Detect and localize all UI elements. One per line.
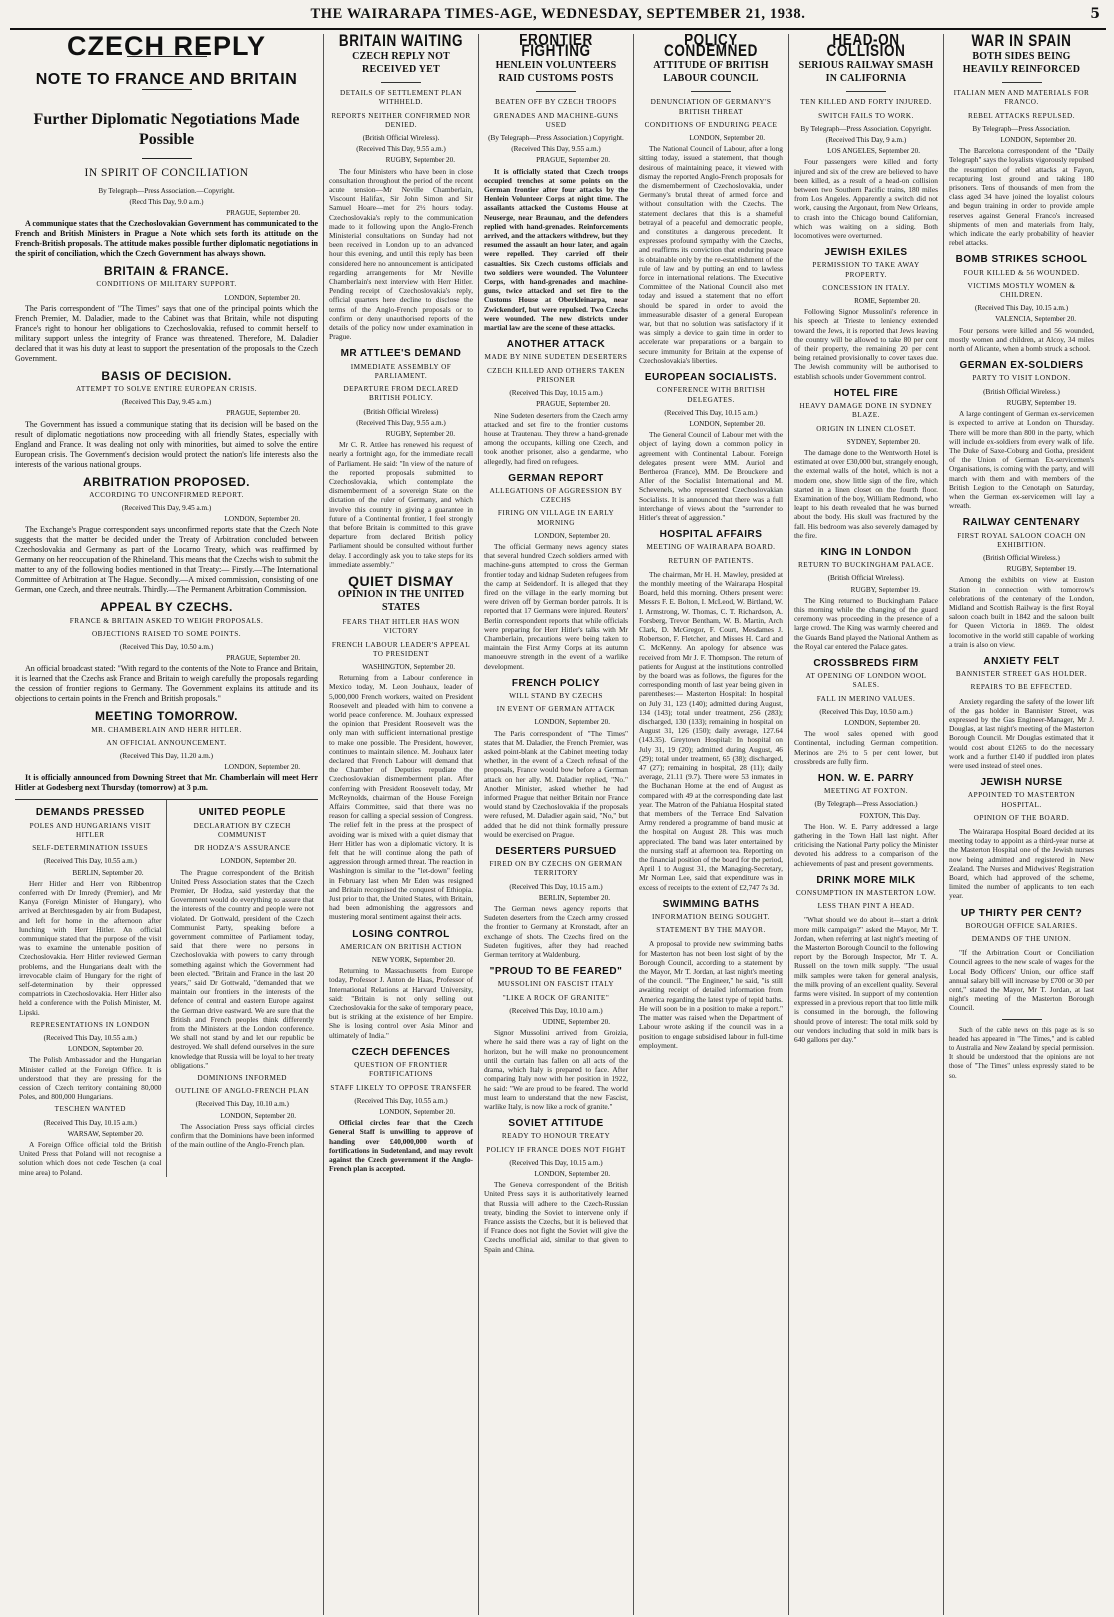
received-note: (Received This Day, 10.15 a.m.) — [974, 304, 1069, 313]
column-war-in-spain — [944, 34, 1099, 1615]
section-heading: BOMB STRIKES SCHOOL — [955, 254, 1088, 266]
paragraph: It is officially announced from Downing Street that Mr. Chamberlain will meet Herr Hitler at Godesberg next Thursday (tomorrow) at 3 p.m. — [15, 773, 318, 793]
dateline: LONDON, September 20. — [220, 1111, 296, 1120]
byline: (British Official Wireless). — [362, 134, 440, 143]
deck: FOUR KILLED & 56 WOUNDED. — [963, 268, 1080, 277]
dateline: BERLIN, September 20. — [72, 868, 144, 877]
dateline: ROME, September 20. — [854, 297, 920, 306]
section-heading: QUIET DISMAY — [348, 572, 454, 589]
paragraph: A large contingent of German ex-servicemen is expected to arrive at London on Thursday. There will be more than 800 in the party, which will include ex-soldiers from every walk of life. The Duke of Saxe-Coburg and Gotha, president of the Union of German Ex-servicemen's Organisations, is coming with the party, and will march with them and with members of the British Legion to the Cenotaph on Saturday, when the German ex-servicemen will lay a wreath. — [949, 409, 1094, 511]
section-heading: ANXIETY FELT — [983, 655, 1060, 667]
section-heading: DEMANDS PRESSED — [35, 807, 145, 819]
masthead-title: THE WAIRARAPA TIMES-AGE, WEDNESDAY, SEPTEMBER 21, 1938. — [310, 6, 806, 22]
deck: SERIOUS RAILWAY SMASH IN CALIFORNIA — [798, 60, 934, 84]
dateline: LONDON, September 20. — [224, 293, 300, 302]
deck: FALL IN MERINO VALUES. — [816, 694, 916, 703]
paragraph: "What should we do about it—start a drink more milk campaign?" asked the Mayor, Mr T. Jordan, when referring at last night's meeting of the Masterton Borough Council to the following report by the Borough Inspector, Mr T. A. Russell on the town milk supply. "The usual milk samples were taken for general analysis, the milk proving of an excellent quality. Several farms were visited. In support of my contention expressed in a previous report that too little milk is consumed in the borough, the following should prove of interest: The total milk sold by our vendors including that sold in milk bars is 640 gallons per day." — [794, 915, 938, 1045]
dateline: LONDON, September 20. — [689, 419, 765, 428]
received-note: (Received This Day, 10.50 a.m.) — [819, 707, 913, 716]
deck: CONDITIONS OF ENDURING PEACE — [644, 120, 778, 129]
article-body — [15, 219, 318, 259]
deck: RETURN OF PATIENTS. — [668, 556, 754, 565]
dateline: SYDNEY, September 20. — [846, 437, 920, 446]
paragraph: Returning from a Labour conference in Mexico today, M. Leon Jouhaux, leader of 5,000,000 French workers, waited on President Roosevelt and pleaded with him to convene a world peace conference. M. Jouhaux expressed the opinion that President Roosevelt was the only man with sufficient international prestige to make one possible. The President, however, continues to maintain silence. M. Jouhaux later declared that French Labour will demand that the Chamber of Deputies repudiate the Czechoslovakian dismemberment plan. After conferring with President Roosevelt today, Mr McReynolds, chairman of the House Foreign Affairs Committee, said that there was no reason for calling a special session of Congress. The relief felt in the press at the prospect of avoiding war is mixed with a quiet dismay that Herr Hitler has won a diplomatic victory. It is felt that he will continue along the path of aggression through armed threat. The reaction in Washington is similar to the "let-down" feeling in February last when Mr Eden was resigned and Britain recognised the conquest of Ethiopia. Just prior to that, the United States, with Britain, had been admonishing the aggressors and mustering moral sentiment against their acts. — [329, 673, 473, 922]
deck: MADE BY NINE SUDETEN DESERTERS — [484, 353, 628, 362]
deck: POLICY IF FRANCE DOES NOT FIGHT — [486, 1145, 626, 1154]
section-heading: MEETING TOMORROW. — [95, 709, 238, 724]
article-demands-pressed — [15, 800, 167, 1176]
section-deck: REPRESENTATIONS IN LONDON — [30, 1020, 150, 1029]
column-britain-waiting — [324, 34, 479, 1615]
dateline: LONDON, September 20. — [379, 1107, 455, 1116]
section-heading: GERMAN REPORT — [508, 472, 604, 484]
section-deck: AN OFFICIAL ANNOUNCEMENT. — [106, 738, 227, 747]
section-heading: CZECH DEFENCES — [351, 1046, 451, 1058]
dateline: FOXTON, This Day. — [859, 811, 920, 820]
section-deck: SELF-DETERMINATION ISSUES — [32, 844, 149, 853]
dateline: LONDON, September 20. — [534, 531, 610, 540]
paragraph: Official circles fear that the Czech General Staff is unwilling to approve of handing over £40,000,000 worth of fortifications in Sudetenland, and may revolt against the Czech government if the Anglo-French plan is accepted. — [329, 1118, 473, 1174]
divider — [536, 91, 576, 92]
deck: CONCESSION IN ITALY. — [822, 283, 910, 292]
deck: READY TO HONOUR TREATY — [501, 1132, 611, 1141]
paragraph: The damage done to the Wentworth Hotel is estimated at over £30,000 but, strangely enough, the external walls of the hotel, which is not a modern one, show little sign of the fire, which started in a linen closet on the fourth floor. Examination of the boy, William Redmond, who leapt to his death revealed that he was burned about the body. His skull was fractured by the fall. His bedroom was also severely damaged by the fire. — [794, 447, 938, 540]
dateline: PRAGUE, September 20. — [226, 654, 300, 663]
main-headline: CZECH REPLY — [66, 34, 267, 61]
dateline: LONDON, September 20. — [534, 1169, 610, 1178]
subheadline-3: IN SPIRIT OF CONCILIATION — [84, 167, 249, 180]
article-body — [15, 304, 318, 364]
paragraph: The National Council of Labour, after a long sitting today, issued a statement, that though desirous of maintaining peace, it viewed with dismay the reported Anglo-French proposals for the dismemberment of Czechoslovakia, under Germany's brutal threat of armed force and without consultation with the Czechs. The statement declares that this is a shameful betrayal of a peaceful and democratic people, and constitutes a dangerous precedent. It expresses profound sympathy with the Czechs, and reaffirms its conviction that enduring peace is obtainable only by the re-establishment of the rule of law and by putting an end to lawless force in international relations. The Executive Committee of the National Council also met today and issued a statement that no effort should be spared in order to avoid the immeasurable disaster of a general European war, but that no solution was satisfactory if it was simply a device to gain time in order to accelerate war preparations or a bargain to secure immunity for Britain at the expense of Czechoslovakia's liberties. — [639, 144, 783, 365]
byline: By Telegraph—Press Association. — [972, 124, 1071, 133]
byline: By Telegraph—Press Association. Copyright. — [800, 124, 932, 133]
dateline: RUGBY, September 19. — [850, 585, 920, 594]
paragraph: The wool sales opened with good Continental, including German competition. Merinos are 2½ to 5 per cent lower, but crossbreds are fully firm. — [794, 729, 938, 766]
received-note: (Received This Day, 10.50 a.m.) — [119, 643, 214, 652]
byline: (British Official Wireless). — [827, 574, 905, 583]
received-note: (Recd This Day, 9.0 a.m.) — [129, 197, 204, 206]
section-heading: GERMAN EX-SOLDIERS — [959, 360, 1084, 372]
received-note: (Received This Day, 9.45 a.m.) — [121, 504, 212, 513]
column-headline: BRITAIN WAITING — [338, 34, 464, 50]
columns — [10, 34, 1106, 1615]
paragraph: Four passengers were killed and forty injured and six of the crew are believed to have been killed, as a result of a head-on collision between two Southern Pacific trains, 180 miles from Los Angeles. Apparently a switch did not work, causing the Argonaut, from New Orleans, to crash into the Chicago bound Californian, which was waiting on a siding. Both locomotives were overturned. — [794, 157, 938, 241]
masthead — [10, 6, 1106, 30]
received-note: (Received This Day, 10.55 a.m.) — [43, 857, 137, 866]
deck: FIRST ROYAL SALOON COACH ON EXHIBITION. — [957, 531, 1086, 549]
dateline: LONDON, September 20. — [68, 1045, 144, 1054]
dateline: LONDON, September 20. — [1000, 136, 1076, 145]
paragraph: The Paris correspondent of "The Times" states that M. Daladier, the French Premier, was asked point-blank at the Cabinet meeting today whether, in the event of a Czech refusal of the proposals, France would bow before a German attack on her ally. M. Daladier replied, "No." Another Minister, asked whether he had informed Prague that neither Britain nor France would stand by Czechoslovakia if the proposals were refused, M. Daladier again said, "No," but added that he did not think formally pressure would be exercised on Prague. — [484, 728, 628, 839]
dateline: PRAGUE, September 20. — [536, 156, 610, 165]
deck: BANNISTER STREET GAS HOLDER. — [955, 670, 1088, 679]
dateline: LONDON, September 20. — [224, 763, 300, 772]
article-body — [15, 664, 318, 704]
received-note: (Received This Day, 10.15 a.m.) — [509, 1158, 603, 1167]
received-note: (Received This Day, 10.15 a.m.) — [509, 389, 603, 398]
deck: AT OPENING OF LONDON WOOL SALES. — [805, 672, 927, 690]
paragraph: The Prague correspondent of the British United Press Association states that the Czech Premier, Dr Hodza, said yesterday that the Government would do everything to assure that the interests of the country and people were not violated. Dr Gottwald, president of the Czech Communist Party, speaking before a government committee of Parliament today, said that there were no persons in Czechoslovakia with powers to carry through something against which the Government had been elected. "Britain and France in the last 20 years," said Dr Gottwald, "demanded that we maintain our frontiers in the interests of the defence of central and eastern Europe against the German drive eastward. We are sure that the British and French peoples think differently from the Ministers at the London conference. We shall not stand by and let our republic be destroyed. We shall defend ourselves in the sure knowledge that Russia will be loyal to her treaty obligations." — [170, 867, 314, 1070]
deck: MEETING AT FOXTON. — [823, 787, 908, 796]
dateline: WASHINGTON, September 20. — [362, 662, 455, 671]
paragraph: The Exchange's Prague correspondent says unconfirmed reports state that the Czech Note suggests that the matter be decided under the Treaty of Arbitration concluded between Czechoslovakia and Germany as part of the Locarno Treaty, which was reaffirmed by Germany on her reoccupation of the Rhineland. This means that the Czechs wish to submit the matter to any of the following bodies mentioned in that Treaty:— Firstly.—The International Committee of Arbitration at The Hague. Secondly.—A mixed commission, consisting of one German, one Czech, and three neutrals. Thirdly.—The Permanent Arbitration Commission. — [15, 525, 318, 595]
deck: IMMEDIATE ASSEMBLY OF PARLIAMENT. — [350, 362, 452, 380]
divider — [1002, 82, 1042, 83]
divider — [846, 91, 886, 92]
section-heading: EUROPEAN SOCIALISTS. — [644, 372, 778, 384]
paragraph: It is officially stated that Czech troops occupied trenches at some points on the German frontier after four attacks by the Henlein Volunteer Corps at night time. The assailants attacked the Customs House at Neuserge, near Braunau, and the defenders replied with hand-grenades. Reinforcements arrived, and the attackers withdrew, but they resumed the assault an hour later, and again were repelled. They carried off their casualties. Six Czech customs officials and two soldiers were wounded. The Volunteer Corps, with hand-grenades and machine-guns, twice attacked and set fire to the Customs House at Oberkleinarpa, near Zwickendorf, but were repulsed. Two Czechs were wounded. The new districts under martial law are the scene of these attacks. — [484, 166, 628, 333]
paragraph: A Foreign Office official told the British United Press that Poland will not recognise a solution which does not cede Teschen (a coal mine area) to Poland. — [19, 1139, 162, 1177]
received-note: (Received This Day, 10.55 a.m.) — [43, 1033, 137, 1042]
section-deck: CONDITIONS OF MILITARY SUPPORT. — [96, 280, 237, 289]
paragraph: The German news agency reports that Sudeten deserters from the Czech army crossed the frontier to Germany at Kronstadt, after an exchange of shots. The Czechs fired on the Sudeten fugitives, after they had reached German territory at Waldenburg. — [484, 904, 628, 960]
paragraph: The Barcelona correspondent of the "Daily Telegraph" says the loyalists vigorously repulsed the resumption of rebel attacks at Fayon, recapturing lost ground and taking 180 prisoners. Tens of thousands of men from the class aged 34 have joined the loyalist colours and begun training in order to provide ample reserves against General Franco's increased shipments of men and materials from Italy, which indicate the early probability of heavier rebel attacks. — [949, 146, 1094, 248]
paragraph: Four persons were killed and 56 wounded, mostly women and children, at Alcoy, 34 miles north of Alicante, when a bomb struck a school. — [949, 325, 1094, 354]
deck: ORIGIN IN LINEN CLOSET. — [816, 424, 916, 433]
section-deck: OBJECTIONS RAISED TO SOME POINTS. — [91, 629, 242, 638]
divider — [1002, 1019, 1042, 1020]
article-body — [15, 420, 318, 470]
column-head-on-collision — [789, 34, 944, 1615]
section-deck: TESCHEN WANTED — [54, 1105, 126, 1114]
paragraph: Returning to Massachusetts from Europe today, Professor J. Anton de Haas, Professor of International Relations at Harvard University, said: "Britain is not only selling out Czechoslovakia for the sake of temporary peace, but is striking at the existence of her Empire. She is losing control over Asia Minor and ultimately of India." — [329, 966, 473, 1040]
received-note: (Received This Day, 10.55 a.m.) — [354, 1096, 448, 1105]
deck: FRENCH LABOUR LEADER'S APPEAL TO PRESIDENT — [331, 640, 471, 658]
column-headline: WAR IN SPAIN — [971, 34, 1072, 50]
received-note: (Received This Day, 9.55 a.m.) — [511, 145, 601, 154]
deck: BEATEN OFF BY CZECH TROOPS — [495, 98, 617, 107]
received-note: (Received This Day, 11.20 a.m.) — [120, 752, 213, 761]
divider — [381, 82, 421, 83]
section-heading: ANOTHER ATTACK — [506, 339, 606, 351]
section-heading: DRINK MORE MILK — [816, 874, 916, 886]
dateline: PRAGUE, September 20. — [536, 400, 610, 409]
deck: TEN KILLED AND FORTY INJURED. — [800, 98, 932, 107]
dateline: BERLIN, September 20. — [538, 893, 610, 902]
deck: CZECH KILLED AND OTHERS TAKEN PRISONER — [487, 366, 625, 384]
deck: REBEL ATTACKS REPULSED. — [967, 111, 1076, 120]
paragraph: The Wairarapa Hospital Board decided at its meeting today to appoint as a third-year nurse at the Masterton Hospital one of the Jewish nurses now being admitted and registered in New Zealand. The Nurses and Midwives' Registration Board, which had approved of the scheme, limited the number of applicants to ten each year. — [949, 827, 1094, 901]
deck: CZECH REPLY NOT RECEIVED YET — [352, 51, 450, 75]
received-note: (Received This Day, 9 a.m.) — [825, 136, 907, 145]
section-deck: ATTEMPT TO SOLVE ENTIRE EUROPEAN CRISIS. — [75, 385, 258, 394]
deck: FEARS THAT HITLER HAS WON VICTORY — [342, 618, 460, 636]
deck: REPAIRS TO BE EFFECTED. — [970, 683, 1073, 692]
article-body — [15, 525, 318, 595]
deck: BOROUGH OFFICE SALARIES. — [965, 921, 1078, 930]
deck: IN EVENT OF GERMAN ATTACK — [496, 705, 616, 714]
section-heading: UNITED PEOPLE — [198, 807, 286, 819]
split-articles — [15, 799, 318, 1176]
paragraph: The official Germany news agency states that several hundred Czech soldiers armed with machine-guns attempted to cross the German frontier today and kidnap Sudeten refugees from the camp at Seidendorf. It is alleged that they fired on the village in the early morning but were driven off by German border patrols. It is reported that 17 Germans were injured. Reuters' Berlin correspondent reports that while officials were preparing for Herr Hitler's talks with Mr Chamberlain, precautions were being taken to maintain the First Army Corps at its autumn manoeuvre strength in the event of a warlike development. — [484, 541, 628, 671]
dateline: LONDON, September 20. — [534, 718, 610, 727]
dateline: LONDON, September 20. — [224, 515, 300, 524]
deck: AMERICAN ON BRITISH ACTION — [340, 942, 462, 951]
deck: OPINION OF THE BOARD. — [973, 813, 1070, 822]
dateline: VALENCIA, September 20. — [995, 315, 1076, 324]
deck: QUESTION OF FRONTIER FORTIFICATIONS — [354, 1061, 448, 1079]
section-heading: JEWISH NURSE — [980, 777, 1063, 789]
received-note: (Received This Day, 10.10 a.m.) — [509, 1006, 603, 1015]
article-united-people — [167, 800, 319, 1176]
byline: (British Official Wireless.) — [983, 387, 1060, 396]
section-deck: FRANCE & BRITAIN ASKED TO WEIGH PROPOSALS. — [69, 616, 264, 625]
dateline: LONDON, September 20. — [689, 134, 765, 143]
paragraph: The four Ministers who have been in close consultation throughout the period of the recent acute tension—Mr Neville Chamberlain, Viscount Halifax, Sir John Simon and Sir Samuel Hoare—met for 2½ hours today. Czechoslovakia's reply to the communication made to it following upon the Anglo-French Ministerial consultations on Sunday had not been received in London up to an advanced hour this evening, and until this reply has been considered here no announcement is anticipated regarding arrangements for Mr Neville Chamberlain's next interview with Herr Hitler. Pending receipt of Czechoslovakia's reply, official quarters here decline to disclose the terms of the Anglo-French proposals or to confirm or deny unauthorised reports of the details of the policy now under examination in Prague. — [329, 166, 473, 342]
byline: (British Official Wireless.) — [983, 553, 1060, 562]
deck: CONFERENCE WITH BRITISH DELEGATES. — [656, 386, 766, 404]
divider — [142, 89, 192, 90]
paragraph: A proposal to provide new swimming baths for Masterton has not been lost sight of by the Borough Council, according to a statement by the Mayor, Mr T. Jordan, at last night's meeting of the council. "The Engineer," he said, "is still awaiting receipt of detailed information from America regarding the latest type of tepid baths. He will soon be in a position to make a report." The matter was raised when the Department of Labour wrote asking if the council was in a position to engage subsidised labour in full-time employment. — [639, 939, 783, 1050]
section-heading: ARBITRATION PROPOSED. — [83, 474, 250, 489]
section-deck: POLES AND HUNGARIANS VISIT HITLER — [29, 821, 151, 839]
deck: GRENADES AND MACHINE-GUNS USED — [493, 111, 619, 129]
paragraph: A communique states that the Czechoslovakian Government has communicated to the French and British Ministers in Prague a Note which sets forth its attitude on the French-British proposals. The attitude makes possible further diplomatic negotiations in the spirit of conciliation, which the Czech Government has always shown. — [15, 219, 318, 259]
dateline: RUGBY, September 20. — [385, 429, 455, 438]
subheadline: NOTE TO FRANCE AND BRITAIN — [35, 71, 298, 89]
paragraph: The King returned to Buckingham Palace this morning while the changing of the guard ceremony was proceeding in the presence of a large crowd. The King was warmly cheered and the Guards Band played the National Anthem as the Royal car entered the Palace gates. — [794, 595, 938, 651]
section-heading: HON. W. E. PARRY — [817, 773, 915, 784]
column-policy-condemned — [634, 34, 789, 1615]
dateline: UDINE, September 20. — [542, 1018, 610, 1027]
deck: WILL STAND BY CZECHS — [509, 691, 603, 700]
column-frontier-fighting — [479, 34, 634, 1615]
received-note: (Received This Day, 10.15 a.m.) — [664, 408, 758, 417]
paragraph: Herr Hitler and Herr von Ribbentrop conferred with Dr Imredy (Premier), and Mr Kanya (Foreign Minister of Hungary), who arrived at Berchtesgaden by air from Budapest, and left for home in the afternoon after lunching with Herr Hitler. An official communique stated that the purpose of the visit was to examine the untenable position of Czechoslovakia. Herr Hitler reviewed German problems, and the Hungarians dealt with the irrevocable claim of Hungary for the right of self-determination by their oppressed compatriots in Czechoslovakia. Herr Hitler also held a conference with the Polish Minister, M. Lipski. — [19, 878, 162, 1017]
section-heading: HOTEL FIRE — [833, 387, 899, 399]
paragraph: The Hon. W. E. Parry addressed a large gathering in the Town Hall last night. After criticising the National Party policy the Minister devoted his address to a comparison of the achievements of past and present governments. — [794, 821, 938, 868]
received-note: (Received This Day, 10.10 a.m.) — [195, 1100, 289, 1109]
deck: HENLEIN VOLUNTEERS RAID CUSTOMS POSTS — [495, 60, 617, 84]
section-heading: FRENCH POLICY — [511, 677, 601, 689]
deck: FIRED ON BY CZECHS ON GERMAN TERRITORY — [489, 860, 623, 878]
dateline: NEW YORK, September 20. — [371, 956, 455, 965]
section-deck: DR HODZA'S ASSURANCE — [194, 844, 291, 853]
deck: LESS THAN PINT A HEAD. — [817, 902, 915, 911]
paragraph: Nine Sudeten deserters from the Czech army attacked and set fire to the frontier customs house at Trautenau. They threw a hand-grenade among the occupants, killing one Czech, and took another prisoner, also a gendarme, who allegedly, had fired on refugees. — [484, 410, 628, 466]
paragraph: The Geneva correspondent of the British United Press says it is authoritatively learned that Russia will adhere to the Czech-Russian treaty, binding the Soviet to intervene only if France assists the Czechs, but it is believed that if France does not fight the Soviet will give the Czechs unofficial aid, similar to that given to Spain and China. — [484, 1180, 628, 1254]
deck: ATTITUDE OF BRITISH LABOUR COUNCIL — [653, 60, 769, 84]
dateline: RUGBY, September 19. — [1006, 565, 1076, 574]
column-headline: POLICY CONDEMNED — [664, 34, 758, 61]
paragraph: The chairman, Mr H. H. Mawley, presided at the monthly meeting of the Wairarapa Hospital Board, held this morning. Others present were: Messrs F. E. Bolton, I. McLeod, W. Birtland, W. I. Armstrong, W. Thomas, C. T. Richardson, A. Forsberg, Trevor Bentham, W. B. Martin, Arch Clark, D. McGregor, F. Court, Mesdames J. Robertson, F. Fletcher, and Misses H. Card and C. McKenny. An apology for absence was received from Mr J. F. Thompson. The return of patients for August at the institutions controlled by the board was as follows, the figures for the corresponding month of last year being given in parentheses:— Masterton Hospital: In hospital on July 31, 123 (140); admitted during August, 134 (143); total under treatment, 256 (283); discharged, 130 (133); remaining in hospital on August 31, 126 (150); daily average, 127.64 (143.35). Greytown Hospital: In hospital on July 31, 19 (20); admitted during August, 46 (29); total under treatment, 65 (38); discharged, 47 (27); remaining in hospital, 28 (11); daily average, 21.11 (9.7). There were 53 inmates in the Buchanan Home at the end of August as compared with 49 at the corresponding date last year. The Matron of the Pahiatua Hospital stated that members of the Terrace End Salvation Army rendered a programme of band music at the hospital on August 28. This was much appreciated. The band was later entertained by the nursing staff at afternoon tea. Reporting on the financial position of the board for the period, April 1 to August 31, the Managing-Secretary, Mr Norman Lee, said that expenditure was in excess of receipts to the extent of £2,747 7s 3d. — [639, 569, 783, 892]
deck: FIRING ON VILLAGE IN EARLY MORNING — [497, 509, 615, 527]
section-heading: SOVIET ATTITUDE — [508, 1118, 604, 1130]
paragraph: Signor Mussolini arrived from Groizia, where he said there was a ray of light on the horizon, but he will make no pronouncement until the curtain has fallen on all acts of the drama, which Italy is prepared to face. After comparing Italy now with her position in 1922, he said: "We are proud to be feared. The world must learn to understand that the new Fascist, warlike Italy, is now like a rock of granite." — [484, 1028, 628, 1111]
deck: DEMANDS OF THE UNION. — [971, 935, 1072, 944]
paragraph: Mr C. R. Attlee has renewed his request of nearly a fortnight ago, for the immediate recall of Parliament. He said: "In view of the nature of the reported proposals submitted to Czechoslovakia, which contemplate the dismemberment of a sovereign State on the dictation of the ruler of Germany, and which involve this country in giving a guarantee in future of a Continental frontier, I feel strongly that before Britain is committed to this grave departure from declared British policy Parliament should be consulted without further delay. I accordingly ask you to take steps for its immediate assembly." — [329, 440, 473, 569]
subheadline-2: Further Diplomatic Negotiations Made Possible — [33, 111, 300, 149]
received-note: (Received This Day, 9.55 a.m.) — [356, 145, 446, 154]
deck: ITALIAN MEN AND MATERIALS FOR FRANCO. — [953, 89, 1090, 107]
deck: HEAVY DAMAGE DONE IN SYDNEY BLAZE. — [799, 402, 933, 420]
paragraph: The General Council of Labour met with the object of laying down a common policy in agreement with Continental Labour. Foreign delegates present were MM. Auriol and Bertheroa (France), MM. De Brouckere and Aller of the Socialist International and M. Schevenels, who represented Czechoslovakian Socialists. It is announced that there was a full interchange of views about the "surrender to Hitler's threat of aggression." — [639, 430, 783, 522]
deck: STATEMENT BY THE MAYOR. — [656, 926, 766, 935]
section-heading: "PROUD TO BE FEARED" — [489, 966, 623, 978]
section-heading: HOSPITAL AFFAIRS — [659, 529, 763, 541]
deck: OPINION IN THE UNITED STATES — [337, 589, 465, 613]
paragraph: An official broadcast stated: "With regard to the contents of the Note to France and Britain, it is learned that the Czechs ask France and Britain to weigh carefully the proposals regarding the cession of frontier regions to Germany. The Government explains its attitude and its objections to certain points in the French and British proposals." — [15, 664, 318, 704]
dateline: RUGBY, September 19. — [1006, 398, 1076, 407]
deck: RETURN TO BUCKINGHAM PALACE. — [797, 561, 935, 570]
section-heading: BASIS OF DECISION. — [101, 368, 232, 383]
section-heading: APPEAL BY CZECHS. — [100, 600, 233, 615]
byline: (By Telegraph—Press Association.) — [814, 800, 918, 809]
divider — [142, 158, 192, 159]
deck: DEPARTURE FROM DECLARED BRITISH POLICY. — [343, 385, 459, 403]
section-heading: UP THIRTY PER CENT? — [960, 907, 1083, 919]
deck: BOTH SIDES BEING HEAVILY REINFORCED — [962, 51, 1081, 75]
section-heading: KING IN LONDON — [820, 546, 912, 558]
received-note: (Received This Day, 9.45 a.m.) — [121, 398, 212, 407]
paragraph: Following Signor Mussolini's reference in his speech at Trieste to leniency extended toward the Jews, it is reported that Jews leaving the country will be allowed to take 80 per cent of their property, the remaining 20 per cent being retained provisionally to cover taxes due. The Jewish community will be authorised to establish schools under Government control. — [794, 307, 938, 381]
deck: INFORMATION BEING SOUGHT. — [652, 913, 770, 922]
times-notice: Such of the cable news on this page as is so headed has appeared in "The Times," and is cabled to Australia and New Zealand by special permission. It should be understood that the opinions are not those of "The Times" unless expressly stated to be so. — [949, 1026, 1094, 1080]
deck: DENUNCIATION OF GERMANY'S BRITISH THREAT — [650, 98, 772, 116]
deck: PERMISSION TO TAKE AWAY PROPERTY. — [812, 261, 920, 279]
column-headline: FRONTIER FIGHTING — [519, 34, 593, 61]
deck: CONSUMPTION IN MASTERTON LOW. — [795, 889, 937, 898]
section-deck: OUTLINE OF ANGLO-FRENCH PLAN — [175, 1087, 310, 1096]
section-heading: LOSING CONTROL — [352, 928, 450, 940]
dateline: PRAGUE, September 20. — [226, 409, 300, 418]
section-deck: DOMINIONS INFORMED — [197, 1073, 287, 1082]
deck: DETAILS OF SETTLEMENT PLAN WITHHELD. — [340, 89, 462, 107]
paragraph: Among the exhibits on view at Euston Station in connection with tomorrow's celebrations of the centenary of the London, Midland and Scottish Railway is the first Royal saloon coach built in 1842 and the saloon built for Queen Victoria in 1869. The oldest locomotive in the world still capable of working a train is also on view. — [949, 575, 1094, 649]
paragraph: "If the Arbitration Court or Conciliation Council agrees to the new scale of wages for the Local Body Officers' Union, our office staff annual salary bill will increase by £700 or 30 per cent," stated the Mayor, Mr T. Jordan, at last night's meeting of the Masterton Borough Council. — [949, 948, 1094, 1013]
paragraph: The Polish Ambassador and the Hungarian Minister called at the Foreign Office. It is understood that they are pressing for the cession of Czech territory containing 80,000 Poles, and 800,000 Hungarians. — [19, 1055, 162, 1102]
page-number: 5 — [1090, 6, 1100, 22]
section-deck: DECLARATION BY CZECH COMMUNIST — [193, 821, 291, 839]
paragraph: Anxiety regarding the safety of the lower lift of the gas holder in Bannister Street, was expressed by the Gas Engineer-Manager, Mr J. Douglas, at last night's meeting of the Masterton Borough Council. Mr Douglas estimated that it would cost about £1265 to do the necessary work and a further £140 if puddled iron plates were used instead of steel ones. — [949, 696, 1094, 770]
received-note: (Received This Day, 10.15 a.m.) — [509, 882, 603, 891]
byline: (By Telegraph—Press Association.) Copyright. — [488, 134, 624, 143]
section-heading: DESERTERS PURSUED — [495, 846, 617, 858]
section-heading: MR ATTLEE'S DEMAND — [340, 348, 462, 360]
paragraph: The Government has issued a communique stating that its decision will be based on the result of diplomatic negotiations now proceeding with all friendly States, especially with England and France. It was dealing not only with minorities, but aimed to solve the entire European crisis. The Government's decision would protect the nation's life interests also the interests of the various national groups. — [15, 419, 318, 469]
dateline: LONDON, September 20. — [844, 718, 920, 727]
section-deck: ACCORDING TO UNCONFIRMED REPORT. — [89, 490, 244, 499]
section-heading: JEWISH EXILES — [824, 247, 908, 259]
dateline: WARSAW, September 20. — [67, 1129, 144, 1138]
received-note: (Received This Day, 10.15 a.m.) — [43, 1118, 137, 1127]
deck: VICTIMS MOSTLY WOMEN & CHILDREN. — [967, 281, 1076, 300]
dateline: LOS ANGELES, September 20. — [827, 147, 920, 156]
deck: STAFF LIKELY TO OPPOSE TRANSFER — [330, 1083, 472, 1092]
deck: SWITCH FAILS TO WORK. — [818, 111, 914, 120]
section-heading: RAILWAY CENTENARY — [962, 517, 1081, 529]
dateline: LONDON, September 20. — [220, 857, 296, 866]
section-heading: SWIMMING BATHS — [662, 898, 760, 910]
deck: "LIKE A ROCK OF GRANITE" — [502, 993, 610, 1002]
section-heading: BRITAIN & FRANCE. — [104, 264, 229, 279]
byline: (British Official Wireless) — [363, 407, 439, 416]
received-note: (Received This Day, 9.55 a.m.) — [356, 418, 446, 427]
column-headline: HEAD-ON COLLISION — [826, 34, 906, 61]
column-czech-reply — [10, 34, 324, 1615]
deck: PARTY TO VISIT LONDON. — [972, 374, 1071, 383]
paragraph: The Paris correspondent of "The Times" says that one of the principal points which the French Premier, M. Daladier, made to the Cabinet was that Britain, while not disputing France's right to honour her obligations to Czechoslovakia, refused to commit herself to military support unless the integrity of France was threatened. Therefore, M. Daladier declared that it was his duty at least to support the presentation of the proposals to the Czech Government. — [15, 303, 318, 363]
byline: By Telegraph—Press Association.—Copyright. — [98, 186, 235, 195]
paragraph: The Association Press says official circles confirm that the Dominions have been informed of the main outline of the Anglo-French plan. — [170, 1121, 314, 1150]
deck: ALLEGATIONS OF AGGRESSION BY CZECHS — [489, 486, 623, 505]
deck: REPORTS NEITHER CONFIRMED NOR DENIED. — [331, 111, 471, 129]
dateline: PRAGUE, September 20. — [226, 209, 300, 218]
deck: MUSSOLINI ON FASCIST ITALY — [497, 980, 615, 989]
divider — [691, 91, 731, 92]
section-deck: MR. CHAMBERLAIN AND HERR HITLER. — [91, 725, 242, 734]
deck: APPOINTED TO MASTERTON HOSPITAL. — [967, 791, 1076, 809]
article-body — [15, 773, 318, 793]
dateline: RUGBY, September 20. — [385, 156, 455, 165]
deck: MEETING OF WAIRARAPA BOARD. — [646, 543, 776, 552]
section-heading: CROSSBREDS FIRM — [813, 657, 919, 669]
